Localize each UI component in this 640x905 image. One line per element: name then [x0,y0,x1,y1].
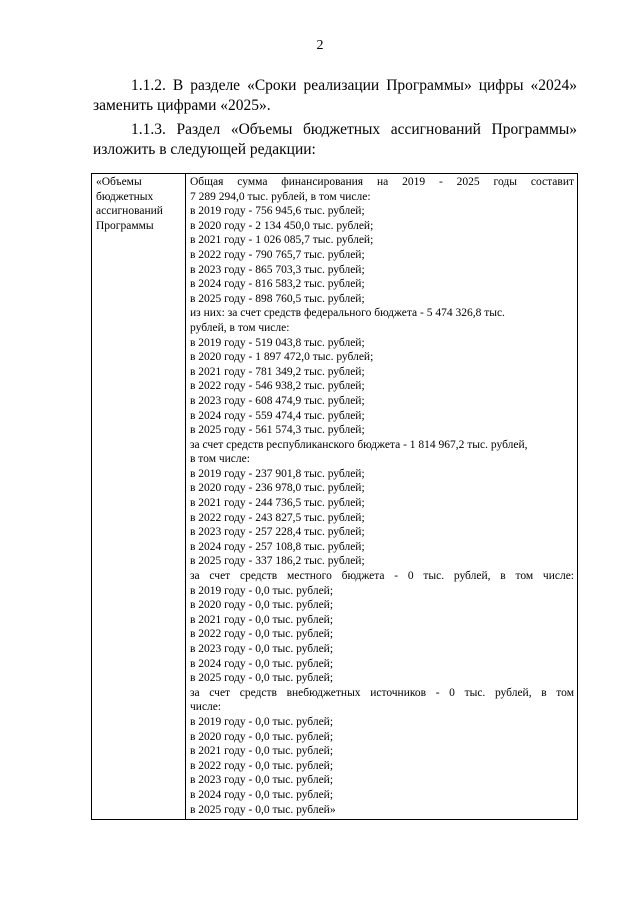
republic-year-line: в 2024 году - 257 108,8 тыс. рублей; [190,540,365,553]
label-cell [92,174,186,820]
label-line: Программы [96,219,154,232]
total-intro: Общая сумма финансирования на 2019 - 2025 годы составит [190,176,574,188]
extra-intro: за счет средств внебюджетных источников - 0 тыс. рублей, в том [190,686,574,699]
paragraph-1-1-3-text: 1.1.3. Раздел «Объемы бюджетных ассигнований Программы» изложить в следующей редакции: [93,121,577,158]
extra-year-line: в 2024 году - 0,0 тыс. рублей; [190,788,334,801]
label-line: «Объемы [96,176,142,188]
paragraph-1-1-2 [93,76,577,116]
paragraph-1-1-2-text: 1.1.2. В разделе «Сроки реализации Программы» цифры «2024» заменить цифрами «2025». [93,77,577,114]
label-line: ассигнований [96,205,163,218]
total-year-line: в 2021 году - 1 026 085,7 тыс. рублей; [190,234,374,247]
local-year-line: в 2021 году - 0,0 тыс. рублей; [190,613,334,626]
extra-year-line: в 2019 году - 0,0 тыс. рублей; [190,715,334,728]
republic-year-line: в 2023 году - 257 228,4 тыс. рублей; [190,526,365,539]
federal-year-line: в 2020 году - 1 897 472,0 тыс. рублей; [190,351,374,364]
local-year-line: в 2023 году - 0,0 тыс. рублей; [190,643,334,655]
federal-cont: рублей, в том числе: [190,321,290,334]
content-cell [186,174,578,820]
budget-table [91,173,578,820]
federal-year-line: в 2023 году - 608 474,9 тыс. рублей; [190,394,365,407]
extra-year-line: в 2023 году - 0,0 тыс. рублей; [190,774,334,787]
paragraph-1-1-3 [93,120,577,160]
extra-year-line: в 2025 году - 0,0 тыс. рублей» [190,803,336,816]
federal-year-line: в 2024 году - 559 474,4 тыс. рублей; [190,409,365,422]
extra-year-line: в 2022 году - 0,0 тыс. рублей; [190,759,334,772]
total-year-line: в 2024 году - 816 583,2 тыс. рублей; [190,278,365,291]
page-number: 2 [316,38,324,53]
total-year-line: в 2020 году - 2 134 450,0 тыс. рублей; [190,219,374,232]
total-amount: 7 289 294,0 тыс. рублей, в том числе: [190,190,371,203]
total-year-line: в 2023 году - 865 703,3 тыс. рублей; [190,263,365,276]
republic-year-line: в 2020 году - 236 978,0 тыс. рублей; [190,482,365,495]
federal-intro: из них: за счет средств федерального бюджета - 5 474 326,8 тыс. [190,307,505,320]
republic-cont: в том числе: [190,453,250,466]
total-year-line: в 2025 году - 898 760,5 тыс. рублей; [190,292,365,305]
total-year-line: в 2022 году - 790 765,7 тыс. рублей; [190,248,365,261]
republic-intro: за счет средств республиканского бюджета - 1 814 967,2 тыс. рублей, [190,438,528,451]
federal-year-line: в 2025 году - 561 574,3 тыс. рублей; [190,424,365,437]
local-year-line: в 2025 году - 0,0 тыс. рублей; [190,672,334,685]
local-year-line: в 2022 году - 0,0 тыс. рублей; [190,628,334,641]
republic-year-line: в 2022 году - 243 827,5 тыс. рублей; [190,511,365,524]
federal-year-line: в 2021 году - 781 349,2 тыс. рублей; [190,365,365,378]
local-year-line: в 2019 году - 0,0 тыс. рублей; [190,584,334,597]
extra-year-line: в 2021 году - 0,0 тыс. рублей; [190,745,334,758]
federal-year-line: в 2022 году - 546 938,2 тыс. рублей; [190,380,365,393]
budget-table-row [92,174,578,820]
local-year-line: в 2024 году - 0,0 тыс. рублей; [190,657,334,670]
republic-year-line: в 2025 году - 337 186,2 тыс. рублей; [190,555,365,568]
label-line: бюджетных [96,190,154,203]
local-intro: за счет средств местного бюджета - 0 тыс. рублей, в том числе: [190,570,574,583]
extra-cont: числе: [190,701,222,714]
republic-year-line: в 2021 году - 244 736,5 тыс. рублей; [190,497,365,510]
total-year-line: в 2019 году - 756 945,6 тыс. рублей; [190,205,365,218]
republic-year-line: в 2019 году - 237 901,8 тыс. рублей; [190,467,365,480]
extra-year-line: в 2020 году - 0,0 тыс. рублей; [190,730,334,743]
local-year-line: в 2020 году - 0,0 тыс. рублей; [190,599,334,612]
federal-year-line: в 2019 году - 519 043,8 тыс. рублей; [190,336,365,349]
